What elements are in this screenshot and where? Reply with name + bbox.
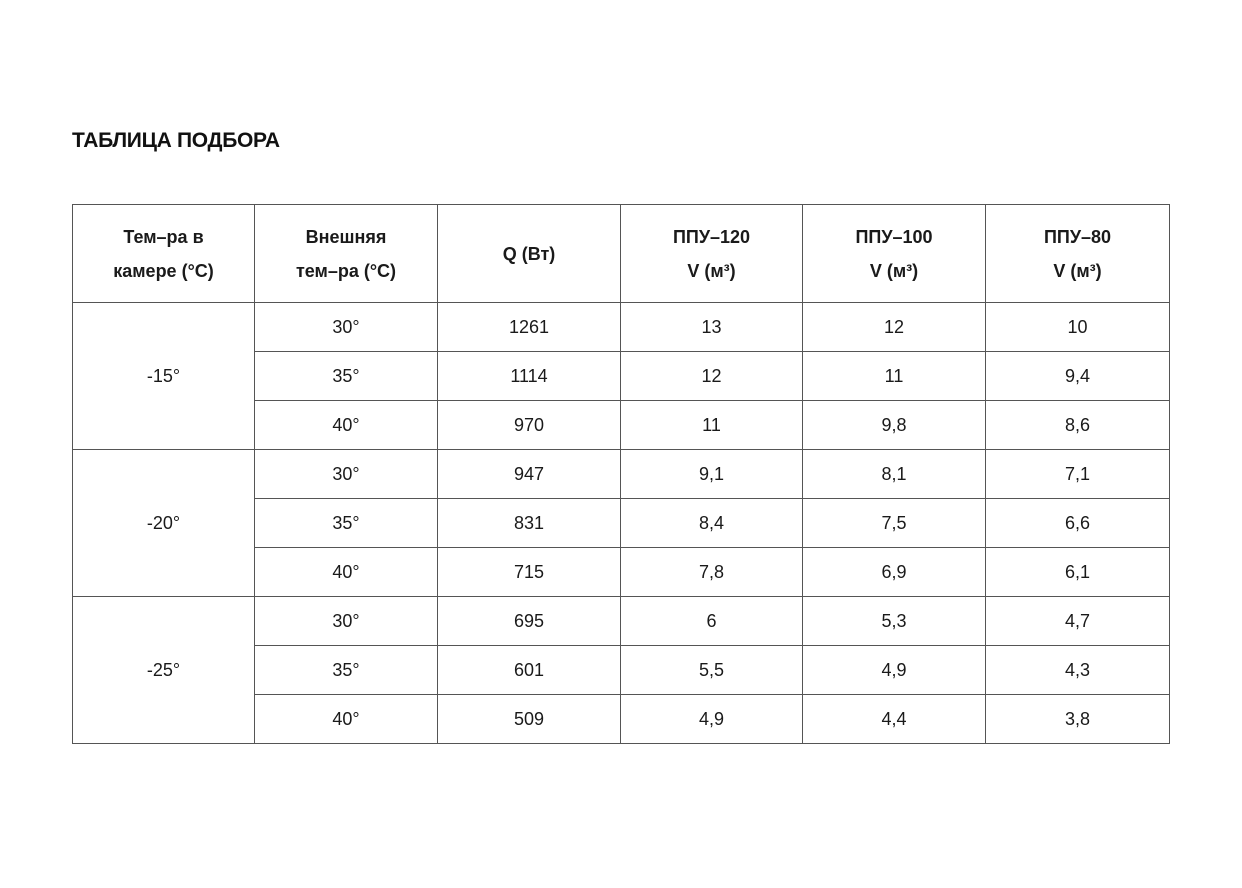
- ppu-100-cell: 5,3: [803, 597, 986, 646]
- ppu-120-cell: 5,5: [621, 646, 803, 695]
- ppu-100-cell: 8,1: [803, 450, 986, 499]
- ppu-80-cell: 4,7: [986, 597, 1170, 646]
- header-row: [73, 205, 1170, 303]
- outside-temp-cell: 40°: [255, 401, 438, 450]
- outside-temp-cell: 35°: [255, 499, 438, 548]
- chamber-temp-cell: -25°: [73, 597, 255, 744]
- ppu-80-cell: 6,1: [986, 548, 1170, 597]
- selection-table: [72, 204, 1170, 744]
- header-outside-temp-line1: Внешняя: [305, 226, 387, 247]
- header-chamber-temp: [73, 205, 255, 303]
- ppu-80-cell: 10: [986, 303, 1170, 352]
- outside-temp-cell: 40°: [255, 695, 438, 744]
- heat-load-cell: 715: [438, 548, 621, 597]
- header-heat-load: [438, 205, 621, 303]
- table-body: [73, 303, 1170, 744]
- page-title: ТАБЛИЦА ПОДБОРА: [72, 129, 280, 152]
- ppu-120-cell: 9,1: [621, 450, 803, 499]
- outside-temp-cell: 30°: [255, 303, 438, 352]
- header-chamber-temp-line1: Тем–ра в: [123, 226, 204, 247]
- ppu-100-cell: 4,9: [803, 646, 986, 695]
- header-ppu-100: [803, 205, 986, 303]
- ppu-80-cell: 8,6: [986, 401, 1170, 450]
- header-outside-temp: [255, 205, 438, 303]
- header-ppu-120-line1: ППУ–120: [672, 226, 751, 247]
- outside-temp-cell: 30°: [255, 450, 438, 499]
- ppu-120-cell: 4,9: [621, 695, 803, 744]
- heat-load-cell: 831: [438, 499, 621, 548]
- ppu-120-cell: 11: [621, 401, 803, 450]
- header-ppu-80-line2: V (м³): [1053, 260, 1102, 281]
- header-ppu-120-line2: V (м³): [687, 260, 736, 281]
- ppu-80-cell: 6,6: [986, 499, 1170, 548]
- heat-load-cell: 695: [438, 597, 621, 646]
- ppu-80-cell: 7,1: [986, 450, 1170, 499]
- chamber-temp-cell: -20°: [73, 450, 255, 597]
- heat-load-cell: 1114: [438, 352, 621, 401]
- chamber-temp-cell: -15°: [73, 303, 255, 450]
- ppu-120-cell: 12: [621, 352, 803, 401]
- header-heat-load-line1: Q (Вт): [502, 243, 556, 264]
- ppu-80-cell: 9,4: [986, 352, 1170, 401]
- header-ppu-100-line2: V (м³): [869, 260, 919, 281]
- ppu-80-cell: 4,3: [986, 646, 1170, 695]
- outside-temp-cell: 40°: [255, 548, 438, 597]
- ppu-100-cell: 12: [803, 303, 986, 352]
- table-row: [73, 597, 1170, 646]
- heat-load-cell: 970: [438, 401, 621, 450]
- ppu-120-cell: 7,8: [621, 548, 803, 597]
- heat-load-cell: 509: [438, 695, 621, 744]
- ppu-100-cell: 11: [803, 352, 986, 401]
- heat-load-cell: 947: [438, 450, 621, 499]
- table-header: [73, 205, 1170, 303]
- ppu-100-cell: 6,9: [803, 548, 986, 597]
- header-ppu-80-line1: ППУ–80: [1043, 226, 1112, 247]
- header-ppu-120: [621, 205, 803, 303]
- header-ppu-80: [986, 205, 1170, 303]
- header-ppu-100-line1: ППУ–100: [855, 226, 933, 247]
- ppu-120-cell: 13: [621, 303, 803, 352]
- ppu-100-cell: 7,5: [803, 499, 986, 548]
- outside-temp-cell: 35°: [255, 646, 438, 695]
- table-row: [73, 303, 1170, 352]
- outside-temp-cell: 30°: [255, 597, 438, 646]
- header-outside-temp-line2: тем–ра (°С): [295, 260, 397, 281]
- ppu-100-cell: 9,8: [803, 401, 986, 450]
- heat-load-cell: 1261: [438, 303, 621, 352]
- ppu-120-cell: 8,4: [621, 499, 803, 548]
- table-row: [73, 450, 1170, 499]
- header-chamber-temp-line2: камере (°С): [113, 260, 214, 281]
- ppu-80-cell: 3,8: [986, 695, 1170, 744]
- outside-temp-cell: 35°: [255, 352, 438, 401]
- ppu-120-cell: 6: [621, 597, 803, 646]
- ppu-100-cell: 4,4: [803, 695, 986, 744]
- heat-load-cell: 601: [438, 646, 621, 695]
